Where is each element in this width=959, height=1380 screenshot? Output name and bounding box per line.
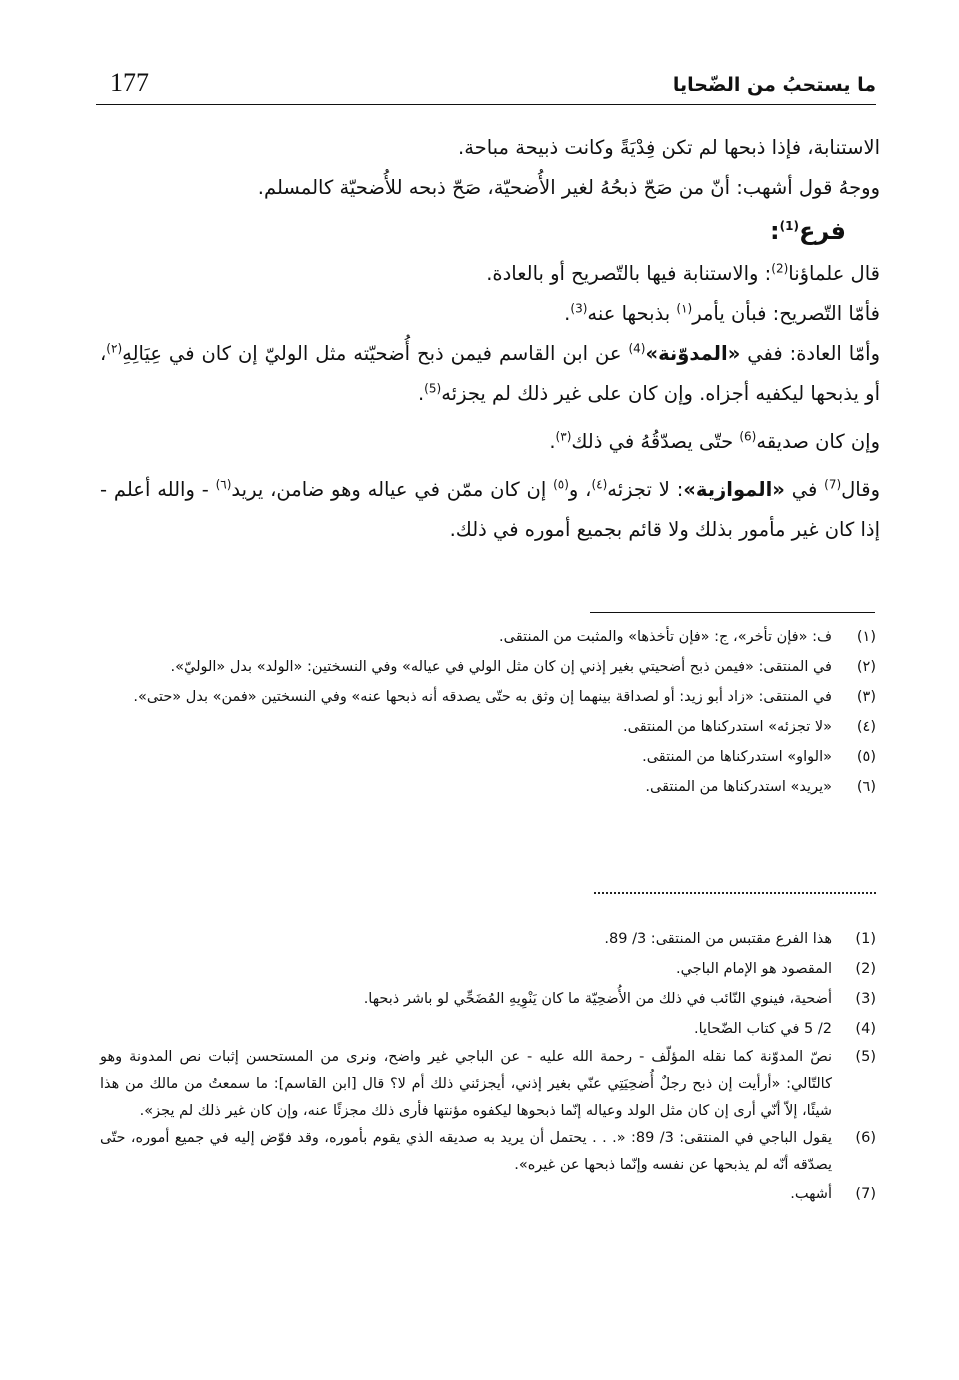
footnote-ref: (٣) <box>555 429 572 444</box>
footnote-ref: (7) <box>824 477 842 492</box>
footnote-text: في المنتقى: «زاد أبو زيد: أو لصداقة بينهما إن وثق به حتّى يصدقه أنه ذبحها عنه» وفي النسختين «فمن» بدل «حتى». <box>133 689 832 705</box>
footnote-text: «يريد» استدركناها من المنتقى. <box>645 779 832 795</box>
footnote-number: (7) <box>855 1186 876 1202</box>
text-run: - والله أعلم - إذا كان غير مأمور بذلك ولا قائم بجميع أموره في ذلك. <box>100 478 880 541</box>
footnote-text: يقول الباجي في المنتقى: 3/ 89: «. . . يحتمل أن يريد به صديقه الذي يقوم بأموره، وقد فوّض إليه في جميع أموره، حتّى يصدّقه أنّه لم يذبحها عن نفسه وإنّما ذبحها عن غيره». <box>100 1130 832 1173</box>
footnote-number: (4) <box>855 1021 876 1037</box>
footnote <box>100 652 876 682</box>
footnote-number: (٤) <box>856 719 876 735</box>
footnote-ref: (٤) <box>591 477 608 492</box>
footnote <box>100 1179 876 1209</box>
text-run: قال علماؤنا <box>788 262 880 285</box>
footnote-text: «لا تجزئه» استدركناها من المنتقى. <box>623 719 832 735</box>
text-run: . <box>417 382 425 405</box>
footnote-ref: (٢) <box>106 341 123 356</box>
footnote-number: (٦) <box>856 779 876 795</box>
footnote-number: (٥) <box>856 749 876 765</box>
footnote-text: في المنتقى: «فيمن ذبح أضحيتي بغير إذني إن كان مثل الولي في عياله» وفي النسختين: «الولد» بدل «الوليّ». <box>170 659 832 675</box>
paragraph <box>100 470 880 550</box>
footnote-ref: (١) <box>676 301 693 316</box>
quoted-title: «المدوّنة» <box>645 342 741 365</box>
footnote <box>100 1125 876 1179</box>
page-header <box>96 68 876 105</box>
footnote-number: (1) <box>855 931 876 947</box>
subheading-text: فرع <box>798 217 846 245</box>
paragraph: ووجهُ قول أشهب: أنّ من صَحّ ذبحُهُ لغير الأُضحيّة، صَحّ ذبحه للأُضحيّة كالمسلم. <box>257 176 880 199</box>
footnote <box>100 1044 876 1125</box>
text-run: بذبحها عنه <box>587 302 677 325</box>
text-run: . <box>564 302 571 325</box>
footnote <box>100 712 876 742</box>
apparatus-footnotes <box>100 622 876 802</box>
footnote-divider <box>590 612 875 613</box>
footnote <box>100 682 876 712</box>
footnote-text: المقصود هو الإمام الباجي. <box>675 961 832 977</box>
text-run: : والاستنابة فيها بالتّصريح أو بالعادة. <box>486 262 772 285</box>
footnote-ref: (3) <box>570 301 588 316</box>
text-run: عن ابن القاسم فيمن ذبح أُضحيّته مثل الوليّ إن كان في عِيَالِهِ <box>122 342 629 365</box>
footnote-ref: (2) <box>771 261 789 276</box>
paragraph <box>100 422 880 462</box>
footnote <box>100 622 876 652</box>
text-run: فأمّا التّصريح: فبأن يأمر <box>692 302 880 325</box>
quoted-title: «الموازية» <box>683 478 785 501</box>
text-run: وإن كان صديقه <box>756 430 880 453</box>
footnote <box>100 742 876 772</box>
text-run: : لا تجزئه <box>607 478 684 501</box>
footnote-number: (2) <box>855 961 876 977</box>
footnote-text: ف: «فإن تأخر»، ج: «فإن تأخذها» والمثبت من المنتقى. <box>499 629 832 645</box>
footnote-text: أشهب. <box>790 1186 832 1202</box>
main-text <box>100 128 880 550</box>
footnote-text: 2/ 5 في كتاب الضّحايا. <box>693 1021 832 1037</box>
footnote <box>100 954 876 984</box>
footnote-text: «الواو» استدركناها من المنتقى. <box>642 749 832 765</box>
footnote-text: هذا الفرع مقتبس من المنتقى: 3/ 89. <box>604 931 832 947</box>
paragraph <box>100 294 880 334</box>
footnote-ref: (٦) <box>215 477 232 492</box>
footnote-number: (٣) <box>856 689 876 705</box>
text-run: ، و <box>568 478 592 501</box>
footnote-number: (٢) <box>856 659 876 675</box>
footnote-ref: (1) <box>779 219 799 233</box>
footnote-text: أضحية، فينوي النّائب في ذلك من الأُضحِيّة ما كان يَنْوِيهِ المُضَحِّي لو باشر ذبحها. <box>363 991 832 1007</box>
paragraph <box>100 254 880 294</box>
text-run: في <box>791 478 825 501</box>
footnote-number: (3) <box>855 991 876 1007</box>
footnote <box>100 984 876 1014</box>
text-run: وأمّا العادة: ففي <box>747 342 880 365</box>
footnote <box>100 772 876 802</box>
footnote-number: (١) <box>856 629 876 645</box>
editor-footnotes <box>100 924 876 1209</box>
running-title: ما يستحبُ من الضّحايا <box>672 74 876 96</box>
footnote-text: نصّ المدوّنة كما نقله المؤلّف - رحمة الله عليه - عن الباجي غير واضح، ونرى من المستحسن إثبات نص المدونة وهو كالتّالي: «أرأيت إن ذبح رجلٌ أُضحِيَتِي عنّي بغير إذني، أيجزئني ذلك أم لا؟ قال [ابن القاسم]: ما سمعتُ من مالك من هذا شيئًا، إلاّ أنّي أرى إن كان مثل الولد وعياله إنّما ذبحوها ليكفوه مؤنتها فأرى ذلك مجزئًا عنه، وإن كان غير ذلك لم يجز». <box>100 1049 832 1119</box>
footnote-ref: (6) <box>739 429 757 444</box>
footnote-number: (5) <box>855 1049 876 1065</box>
footnote-ref: (٥) <box>553 477 569 492</box>
footnote-ref: (4) <box>628 341 646 356</box>
footnote <box>100 924 876 954</box>
text-run: حتّى يصدّقُهُ في ذلك <box>571 430 740 453</box>
text-run: . <box>549 430 556 453</box>
text-run: وقال <box>841 478 880 501</box>
section-subheading: فرع$^{(1)}$: <box>770 217 846 245</box>
paragraph <box>100 334 880 414</box>
footnote-number: (6) <box>855 1130 876 1146</box>
paragraph: الاستنابة، فإذا ذبحها لم تكن فِدْيَةً وكانت ذبيحة مباحة. <box>458 136 880 159</box>
footnote-ref: (5) <box>424 381 442 396</box>
text-run: ، أو يذبحها ليكفيه أجزاه. وإن كان على غير ذلك لم يجزئه <box>100 342 880 405</box>
text-run: إن كان ممّن في عياله وهو ضامن، يريد <box>231 478 554 501</box>
dotted-separator <box>594 892 876 894</box>
page-number: 177 <box>110 68 149 97</box>
footnote <box>100 1014 876 1044</box>
